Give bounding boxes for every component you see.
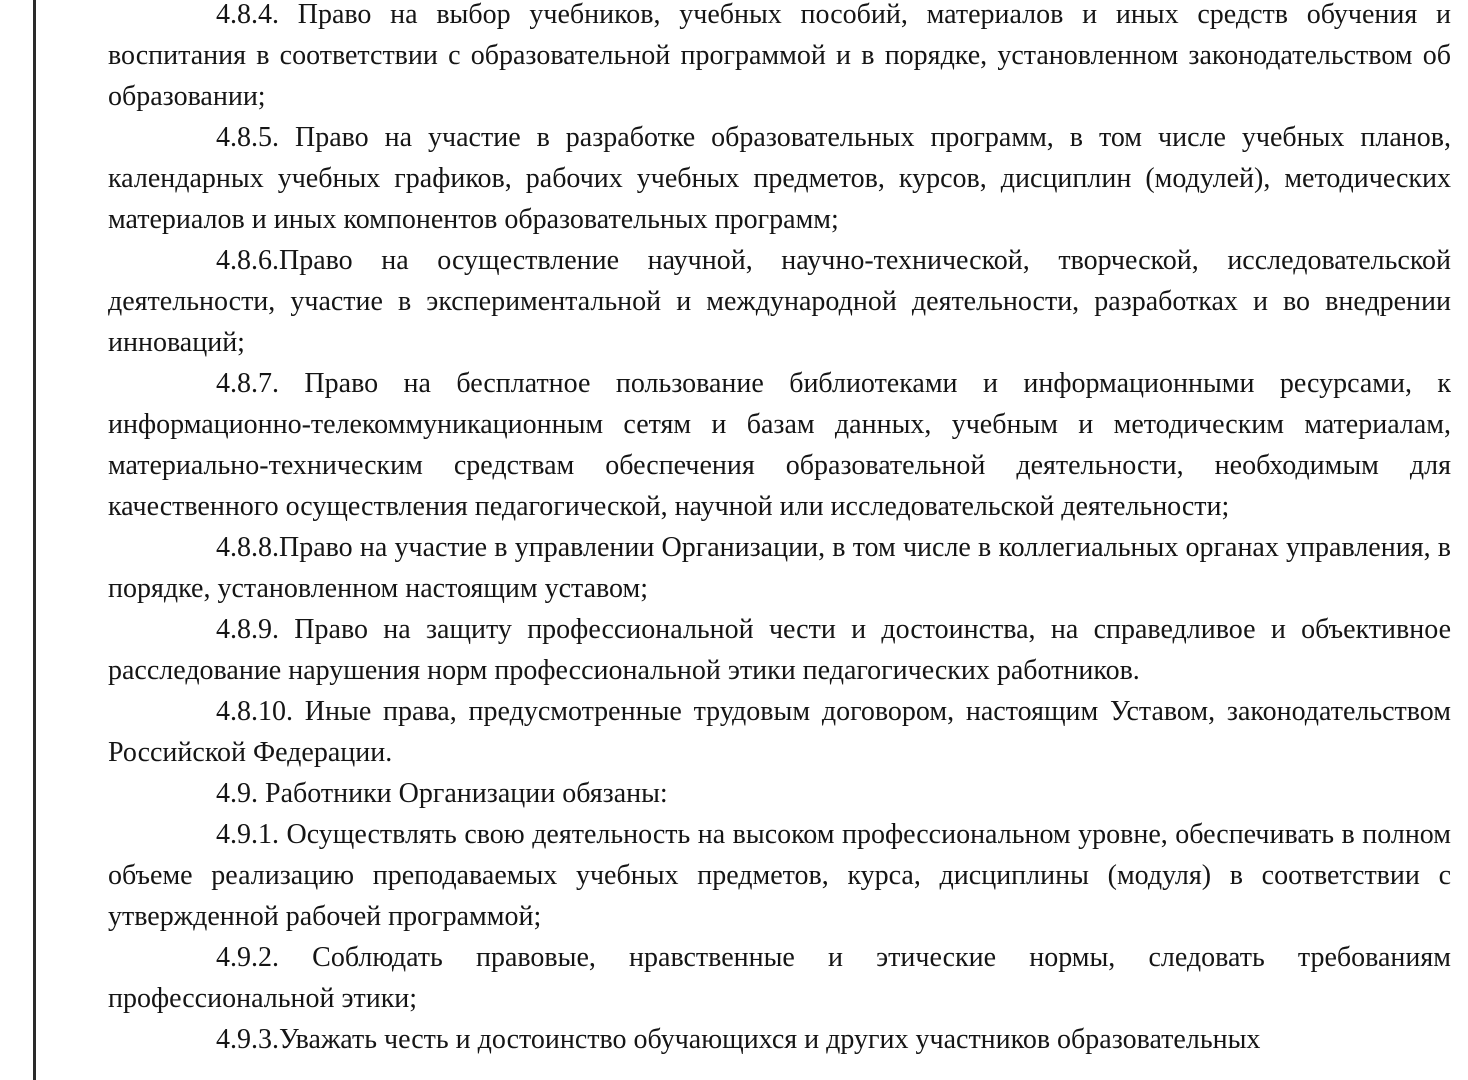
paragraph-4-8-4: 4.8.4. Право на выбор учебников, учебных пособий, материалов и иных средств обучения и воспитания в соответствии с образовательной программой и в порядке, установленном законодательством об образовании;: [108, 0, 1451, 112]
paragraph-4-8-6: 4.8.6.Право на осуществление научной, научно-технической, творческой, исследовательской деятельности, участие в экспериментальной и международной деятельности, разработках и во внедрении инноваций;: [108, 245, 1451, 358]
left-margin-rule: [33, 0, 36, 1080]
document-text: [108, 0, 1451, 1060]
paragraph-4-9-3: 4.9.3.Уважать честь и достоинство обучающихся и других участников образовательных: [216, 1024, 1261, 1055]
paragraph-4-9-2: 4.9.2. Соблюдать правовые, нравственные и этические нормы, следовать требованиям профессиональной этики;: [108, 942, 1451, 1014]
paragraph-4-9: 4.9. Работники Организации обязаны:: [216, 778, 668, 809]
paragraph-4-8-8: 4.8.8.Право на участие в управлении Организации, в том числе в коллегиальных органах управления, в порядке, установленном настоящим уставом;: [108, 532, 1451, 604]
paragraph-4-8-9: 4.8.9. Право на защиту профессиональной чести и достоинства, на справедливое и объективное расследование нарушения норм профессиональной этики педагогических работников.: [108, 614, 1451, 686]
paragraph-4-8-7: 4.8.7. Право на бесплатное пользование библиотеками и информационными ресурсами, к информационно-телекоммуникационным сетям и базам данных, учебным и методическим материалам, материально-техническим средствам обеспечения образовательной деятельности, необходимым для качественного осуществления педагогической, научной или исследовательской деятельности;: [108, 368, 1451, 522]
paragraph-4-8-10: 4.8.10. Иные права, предусмотренные трудовым договором, настоящим Уставом, законодательством Российской Федерации.: [108, 696, 1451, 768]
paragraph-4-8-5: 4.8.5. Право на участие в разработке образовательных программ, в том числе учебных планов, календарных учебных графиков, рабочих учебных предметов, курсов, дисциплин (модулей), методических материалов и иных компонентов образовательных программ;: [108, 122, 1451, 235]
paragraph-4-9-1: 4.9.1. Осуществлять свою деятельность на высоком профессиональном уровне, обеспечивать в полном объеме реализацию преподаваемых учебных предметов, курса, дисциплины (модуля) в соответствии с утвержденной рабочей программой;: [108, 819, 1451, 932]
